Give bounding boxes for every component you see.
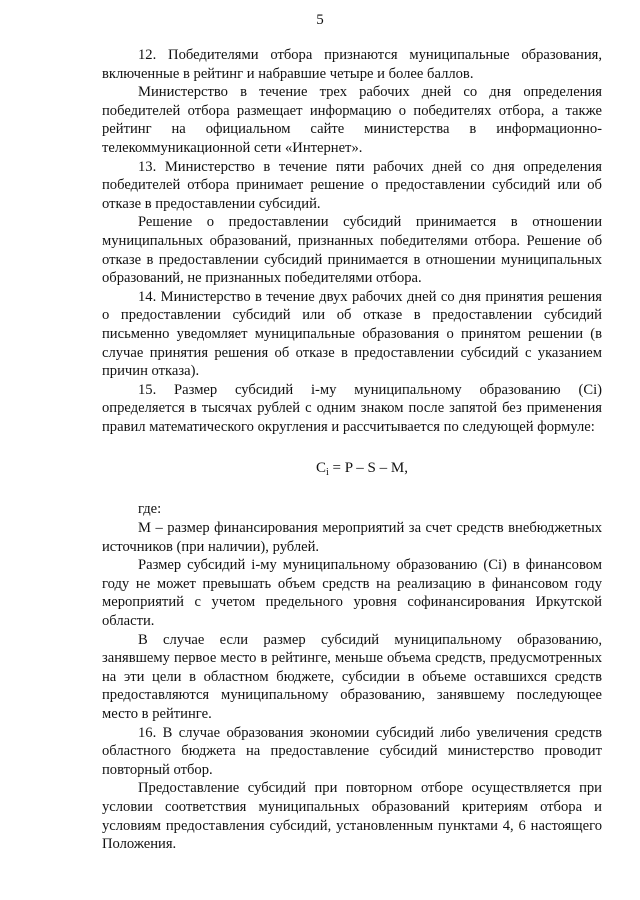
paragraph-m-definition: M – размер финансирования мероприятий за счет средств внебюджетных источников (при наличии), рублей. <box>102 520 602 555</box>
document-body <box>102 46 602 854</box>
where-label: где: <box>138 501 162 518</box>
paragraph-subsidy-limit: Размер субсидий i-му муниципальному образованию (Ci) в финансовом году не может превышать объем средств на реализацию в финансовом году мероприятий с учетом предельного уровня софинансирования Иркутской области. <box>102 557 602 630</box>
formula-rhs: = P – S – M, <box>328 460 408 477</box>
paragraph-decision: Решение о предоставлении субсидий принимается в отношении муниципальных образований, признанных победителями отбора. Решение об отказе в предоставлении субсидий принимается в отношении муниципальных образований, не признанных победителями отбора. <box>102 214 602 287</box>
formula-lhs: C <box>316 460 327 477</box>
paragraph-13: 13. Министерство в течение пяти рабочих дней со дня определения победителей отбора принимает решение о предоставлении субсидий или об отказе в предоставлении субсидий. <box>102 158 602 212</box>
paragraph-12: 12. Победителями отбора признаются муниципальные образования, включенные в рейтинг и набравшие четыре и более баллов. <box>102 47 602 82</box>
paragraph-remaining-funds: В случае если размер субсидий муниципальному образованию, занявшему первое место в рейтинге, меньше объема средств, предусмотренных на эти цели в областном бюджете, субсидии в объеме оставшихся средств предоставляются муниципальному образованию, занявшему последующее место в рейтинге. <box>102 631 602 722</box>
paragraph-15: 15. Размер субсидий i-му муниципальному образованию (Ci) определяется в тысячах рублей с одним знаком после запятой без применения правил математического округления и рассчитывается по следующей формуле: <box>102 381 602 435</box>
paragraph-winners-publication: Министерство в течение трех рабочих дней со дня определения победителей отбора размещает информацию о победителях отбора, а также рейтинг на официальном сайте министерства в информационно-телекоммуникационной сети «Интернет». <box>102 84 602 156</box>
formula-lhs-subscript: i <box>326 467 329 479</box>
paragraph-14: 14. Министерство в течение двух рабочих дней со дня принятия решения о предоставлении субсидий или об отказе в предоставлении субсидий письменно уведомляет муниципальные образования о принятом решении (в случае принятия решения об отказе в предоставлении субсидий с указанием причин отказа). <box>102 288 602 380</box>
paragraph-16: 16. В случае образования экономии субсидий либо увеличения средств областного бюджета на предоставление субсидий министерство проводит повторный отбор. <box>102 724 602 778</box>
page-number: 5 <box>316 12 324 28</box>
paragraph-repeat-selection: Предоставление субсидий при повторном отборе осуществляется при условии соответствия муниципальных образований критериям отбора и условиям предоставления субсидий, установленным пунктами 4, 6 настоящего Положения. <box>102 780 602 853</box>
subsidy-formula <box>102 458 602 478</box>
